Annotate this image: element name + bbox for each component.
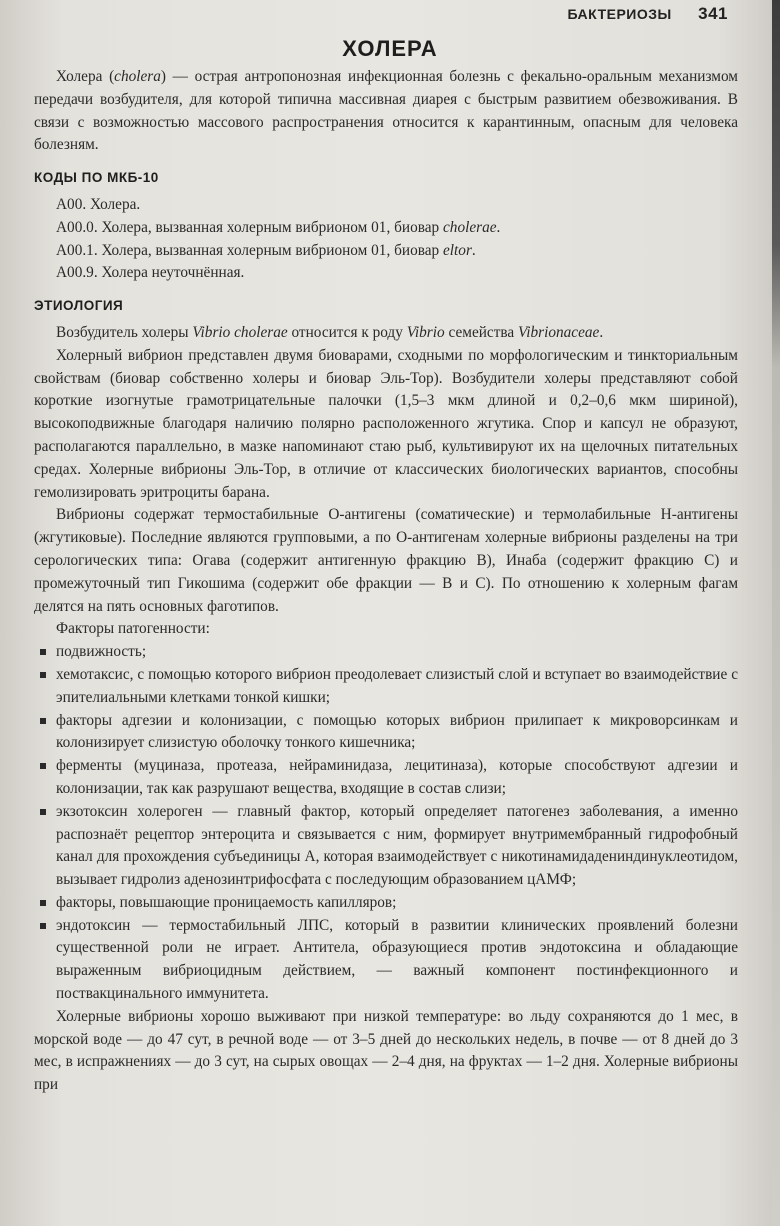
intro-latin: cholera [114,68,161,85]
list-item: ферменты (муциназа, протеаза, нейраминидаза, лецитиназа), которые способствуют адгезии и колонизации, так как разрушают вещества, входящие в состав слизи; [34,755,738,801]
latin-term: Vibrio [406,323,445,341]
factors-intro: Факторы патогенности: [56,620,210,638]
pathogenicity-factor-list [34,641,738,1006]
latin-term: Vibrionaceae [518,323,600,341]
text-run: Возбудитель холеры [56,323,193,341]
text-run: относится к роду [287,323,407,341]
icd-code-item: A00. Холера. [56,195,141,213]
survival-paragraph: Холерные вибрионы хорошо выживают при низкой температуре: во льду сохраняются до 1 мес, в морской воде — до 47 сут, в речной воде — от 3–5 дней до нескольких недель, в почве — от 8 дней до 3 мес, в испражнениях — до 3 сут, на сырых овощах — 2–4 дня, на фруктах — 1–2 дня. Холерные вибрионы при [34,1007,738,1094]
running-header [568,4,728,24]
etiology-heading: ЭТИОЛОГИЯ [34,298,124,314]
etiology-paragraph: Холерный вибрион представлен двумя биоварами, сходными по морфологическим и тинкториальным свойствам (биовар собственно холеры и биовар Эль-Тор). Возбудители холеры представляют собой короткие изогнутые грамотрицательные палочки (1,5–3 мкм длиной и 0,2–0,6 мкм шириной), высокоподвижные благодаря наличию полярно расположенного жгутика. Спор и капсул не образуют, располагаются параллельно, в мазке напоминают стаю рыб, культивируют их на щелочных питательных средах. Холерные вибрионы Эль-Тор, в отличие от классических биологических вариантов, способны гемолизировать эритроциты барана. [34,346,738,501]
page-number: 341 [698,4,728,23]
icd-code-list [56,194,738,285]
list-item: факторы адгезии и колонизации, с помощью которых вибрион прилипает к микроворсинкам и колонизирует слизистую оболочку тонкого кишечника; [34,710,738,756]
intro-term: Холера [56,68,103,85]
biovar-name: eltor [443,241,472,259]
icd-code-text: A00.1. Холера, вызванная холерным вибрионом 01, биовар [56,241,440,259]
icd-code-item: A00.9. Холера неуточнённая. [56,264,245,282]
page-content [34,66,738,1097]
section-title: БАКТЕРИОЗЫ [567,6,672,22]
etiology-paragraph [34,322,738,345]
text-run: семейства [444,323,519,341]
icd-code-item: A00.0. Холера, вызванная холерным вибрионом 01, биовар cholerae. [56,218,501,236]
icd-code-item: A00.1. Холера, вызванная холерным вибрионом 01, биовар eltor. [56,241,476,259]
list-item: хемотаксис, с помощью которого вибрион преодолевает слизистый слой и вступает во взаимодействие с эпителиальными клетками тонкой кишки; [34,664,738,710]
etiology-paragraph: Вибрионы содержат термостабильные О-антигены (соматические) и термолабильные Н-антигены (жгутиковые). Последние являются групповыми, а по О-антигенам холерные вибрионы разделены на три серологических типа: Огава (содержит антигенную фракцию В), Инаба (содержит фракцию С) и промежуточный тип Гикошима (содержит обе фракции — В и С). По отношению к холерным фагам делятся на пять основных фаготипов. [34,506,738,615]
list-item: подвижность; [34,641,738,664]
biovar-name: cholerae [443,218,497,236]
text-run: . [599,323,604,341]
list-item: факторы, повышающие проницаемость капилляров; [34,892,738,915]
icd-code-text: A00.0. Холера, вызванная холерным вибрионом 01, биовар [56,218,440,236]
icd-heading: КОДЫ ПО МКБ-10 [34,170,159,186]
chapter-title: ХОЛЕРА [342,36,438,61]
page-edge-shadow [772,0,780,1226]
intro-text: — острая антропонозная инфекционная болезнь с фекально-оральным механизмом передачи возбудителя, для которой типична массивная диарея с быстрым развитием обезвоживания. В связи с возможностью массового распространения относится к карантинным, опасным для человека болезням. [34,68,738,154]
list-item: эндотоксин — термостабильный ЛПС, который в развитии клинических проявлений болезни существенной роли не играет. Антитела, образующиеся против эндотоксина и обладающие выраженным вибриоцидным действием, — важный компонент постинфекционного и поствакцинального иммунитета. [34,915,738,1006]
list-item: экзотоксин холероген — главный фактор, который определяет патогенез заболевания, а именно распознаёт рецептор энтероцита и связывается с ним, формирует внутримембранный гидрофобный канал для прохождения субъединицы А, которая взаимодействует с никотинамидадениндинуклеотидом, вызывает гидролиз аденозинтрифосфата с последующим образованием цАМФ; [34,801,738,892]
intro-paragraph: Холера (cholera) — острая антропонозная инфекционная болезнь с фекально-оральным механизмом передачи возбудителя, для которой типична массивная диарея с быстрым развитием обезвоживания. В связи с возможностью массового распространения относится к карантинным, опасным для человека болезням. [34,68,738,154]
latin-term: Vibrio cholerae [192,323,288,341]
